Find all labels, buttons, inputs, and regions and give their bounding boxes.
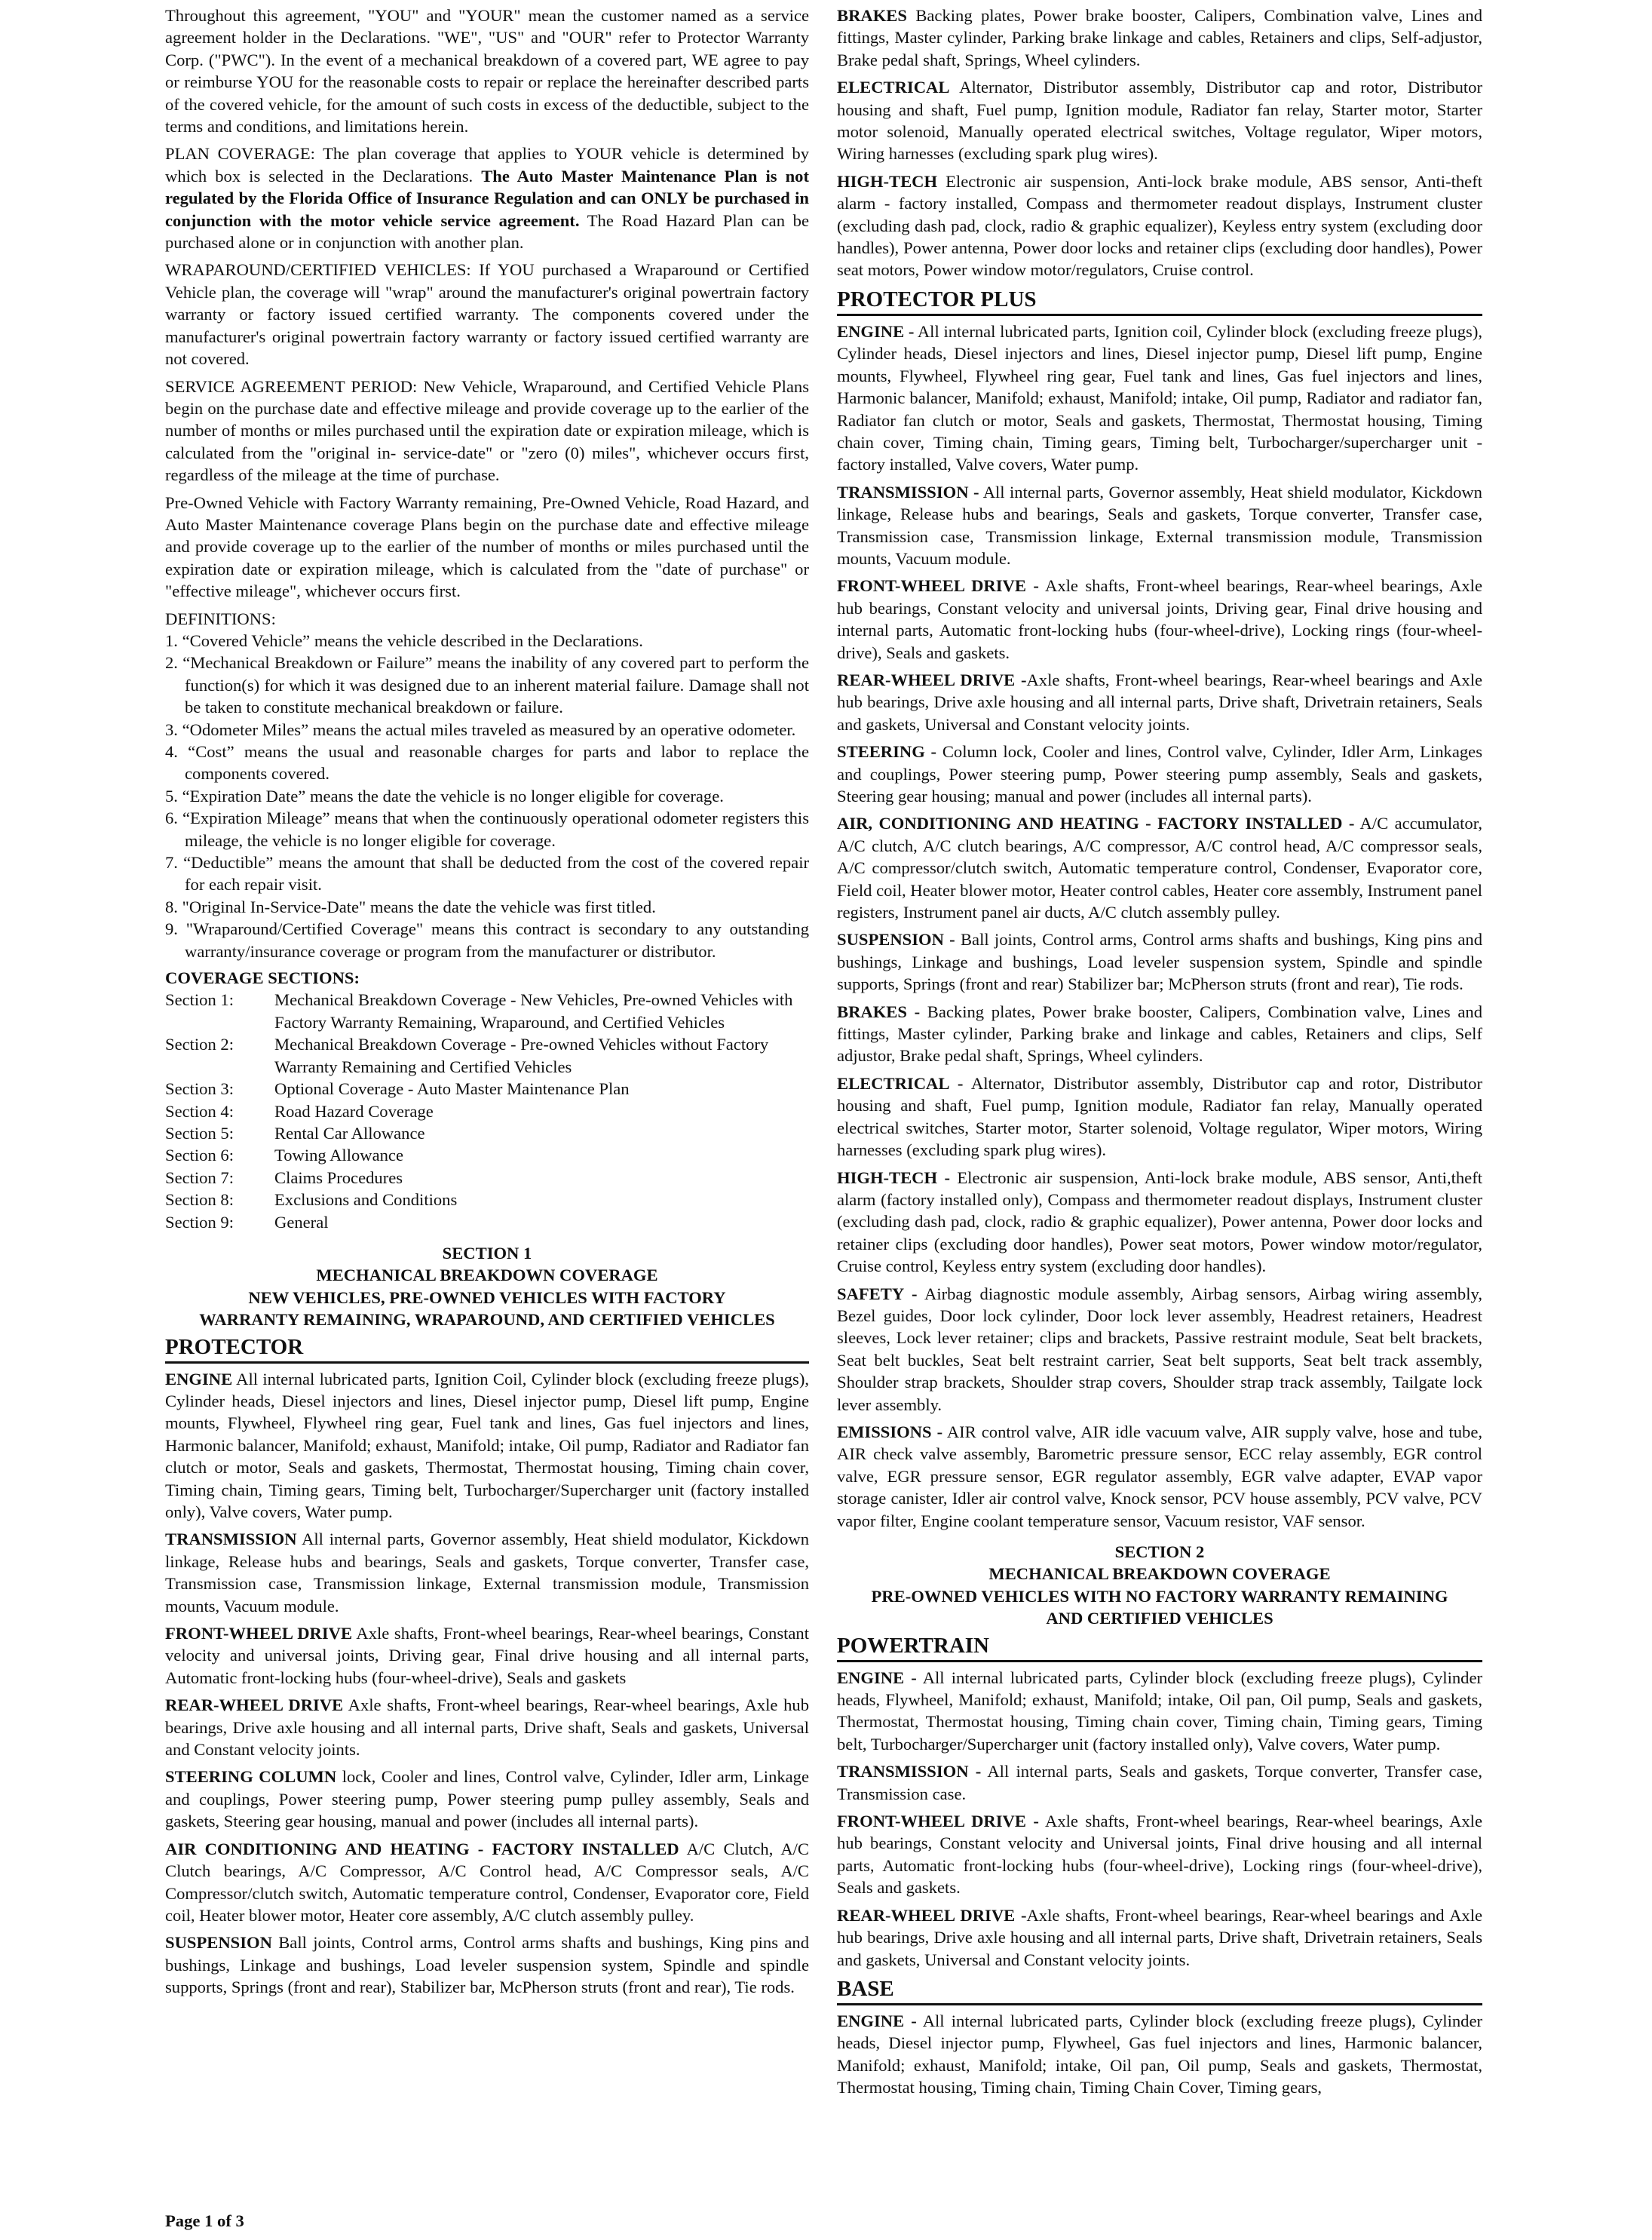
- coverage-item-label: STEERING -: [837, 742, 937, 762]
- coverage-item: [837, 1667, 1482, 1756]
- coverage-item: [165, 1622, 809, 1689]
- coverage-item: [165, 1932, 809, 1998]
- coverage-item-label: SAFETY -: [837, 1284, 918, 1303]
- section-title-line: MECHANICAL BREAKDOWN COVERAGE: [988, 1564, 1331, 1584]
- coverage-item-label: REAR-WHEEL DRIVE: [165, 1695, 344, 1715]
- section-number: Section 4:: [165, 1101, 234, 1121]
- section-number: Section 9:: [165, 1212, 234, 1232]
- coverage-item-text: Axle shafts, Front-wheel bearings, Rear-wheel bearings and Axle hub bearings, Drive axle housing and all internal parts, Drive shaft, Drivetrain retainers, Seals and gaskets, Universal and Constant velocity joints.: [837, 670, 1482, 734]
- coverage-item-text: All internal lubricated parts, Cylinder block (excluding freeze plugs), Cylinder heads, Flywheel, Manifold; exhaust, Manifold; intake, Oil pan, Oil pump, Seals and gaskets, Thermostat, Thermostat housing, Timing chain cover, Timing chain, Timing gears, Timing belt, Turbocharger/Supercharger unit (factory installed only), Valve covers, Water pump.: [837, 1668, 1482, 1754]
- coverage-item: [837, 76, 1482, 165]
- definition-item: 5. “Expiration Date” means the date the vehicle is no longer eligible for coverage.: [165, 786, 724, 805]
- coverage-item: [837, 1810, 1482, 1899]
- coverage-item: [837, 321, 1482, 476]
- coverage-item: [837, 1072, 1482, 1161]
- section-title-line: NEW VEHICLES, PRE-OWNED VEHICLES WITH FACTORY: [248, 1287, 726, 1307]
- definition-item: 3. “Odometer Miles” means the actual miles traveled as measured by an operative odometer.: [165, 720, 796, 739]
- coverage-item-label: ENGINE -: [837, 1668, 917, 1687]
- section-description: Exclusions and Conditions: [274, 1190, 458, 1210]
- coverage-item-label: ENGINE -: [837, 321, 915, 341]
- preowned-paragraph: Pre-Owned Vehicle with Factory Warranty remaining, Pre-Owned Vehicle, Road Hazard, and Auto Master Maintenance coverage Plans begin on the purchase date and effective mileage and provide coverage up to the earlier of the number of months or miles purchased until the expiration date or expiration mileage, which is calculated from the "date of purchase" or "effective mileage", whichever occurs first.: [165, 492, 809, 601]
- coverage-item-label: BRAKES -: [837, 1002, 921, 1021]
- coverage-item: [165, 1368, 809, 1524]
- coverage-item-label: REAR-WHEEL DRIVE -: [837, 670, 1027, 689]
- coverage-item: [837, 5, 1482, 71]
- coverage-item: [837, 1283, 1482, 1416]
- section-description: Towing Allowance: [274, 1146, 403, 1165]
- coverage-item-text: Column lock, Cooler and lines, Control valve, Cylinder, Idler Arm, Linkages and couplings, Power steering pump, Power steering pump assembly, Seals and gaskets, Steering gear housing; manual and power (includes all internal parts).: [837, 742, 1483, 805]
- protector-plus-heading: PROTECTOR PLUS: [837, 287, 1482, 316]
- service-period-paragraph: SERVICE AGREEMENT PERIOD: New Vehicle, Wraparound, and Certified Vehicle Plans begin on the purchase date and effective mileage and provide coverage up to the earlier of the number of months or miles purchased until the expiration date or expiration mileage, which is calculated from the "original in- service-date" or "zero (0) miles", whichever occurs first, regardless of the mileage at the time of purchase.: [165, 376, 809, 485]
- plan-coverage-text: PLAN COVERAGE: The plan coverage that applies to YOUR vehicle is determined by which box is selected in the Declarations.: [165, 144, 809, 186]
- coverage-item-label: TRANSMISSION -: [837, 1762, 982, 1781]
- section-title-line: MECHANICAL BREAKDOWN COVERAGE: [316, 1266, 658, 1285]
- coverage-item-text: AIR control valve, AIR idle vacuum valve, AIR supply valve, hose and tube, AIR check valve assembly, Barometric pressure sensor, ECC relay assembly, EGR control valve, EGR pressure sensor, EGR regulator assembly, EGR valve adapter, EVAP vapor storage canister, Idler air control valve, Knock sensor, PCV house assembly, PCV valve, PCV vapor filter, Engine coolant temperature sensor, Vacuum resistor, VAF sensor.: [837, 1422, 1482, 1530]
- coverage-item-label: SUSPENSION -: [837, 930, 955, 950]
- section-description: Optional Coverage - Auto Master Maintenance Plan: [274, 1079, 630, 1099]
- coverage-item-text: Ball joints, Control arms, Control arms shafts and bushings, King pins and bushings, Linkage and bushings, Load leveler suspension system, Spindle and spindle supports, Springs (front and rear), Stabilizer bar, McPherson struts (front and rear), Tie rods.: [165, 1933, 809, 1997]
- coverage-sections-heading: COVERAGE SECTIONS:: [165, 968, 360, 988]
- definition-item: 7. “Deductible” means the amount that shall be deducted from the cost of the covered repair for each repair visit.: [165, 853, 809, 894]
- definition-item: 9. "Wraparound/Certified Coverage" means this contract is secondary to any outstanding warranty/insurance coverage or program from the manufacturer or distributor.: [165, 919, 809, 961]
- coverage-item-label: TRANSMISSION: [165, 1530, 297, 1549]
- section-title-line: SECTION 1: [442, 1243, 532, 1263]
- coverage-item: [165, 1694, 809, 1760]
- coverage-item-text: Ball joints, Control arms, Control arms shafts and bushings, King pins and bushings, Linkage and bushings, Load leveler suspension system, Spindle and spindle supports, Springs (front and rear) Stabilizer bar; McPherson struts (front and rear), Tie rods.: [837, 930, 1482, 994]
- coverage-item: [837, 481, 1482, 570]
- coverage-item-label: SUSPENSION: [165, 1933, 272, 1953]
- coverage-item-label: ENGINE -: [837, 2011, 917, 2030]
- coverage-item-text: Alternator, Distributor assembly, Distributor cap and rotor, Distributor housing and shaft, Fuel pump, Ignition module, Radiator fan relay, Manually operated electrical switches, Starter motor, Starter solenoid, Voltage regulator, Wiper motors, Wiring harnesses (excluding spark plug wires).: [837, 1073, 1482, 1160]
- section-number: Section 6:: [165, 1146, 234, 1165]
- definitions-list: [165, 630, 809, 962]
- coverage-item-label: STEERING COLUMN: [165, 1767, 337, 1787]
- section-description: Mechanical Breakdown Coverage - Pre-owned Vehicles without Factory Warranty Remaining and Certified Vehicles: [274, 1035, 769, 1076]
- coverage-item-text: Axle shafts, Front-wheel bearings, Rear-wheel bearings, Axle hub bearings, Drive axle housing and all internal parts, Drive shaft, Seals and gaskets, Universal and Constant velocity joints.: [165, 1695, 809, 1760]
- section-description: General: [274, 1212, 329, 1232]
- section-number: Section 5:: [165, 1123, 234, 1143]
- coverage-item-text: All internal parts, Governor assembly, Heat shield modulator, Kickdown linkage, Release hubs and bearings, Seals and gaskets, Torque converter, Transfer case, Transmission case, Transmission linkage, External transmission module, Transmission mounts, Vacuum module.: [837, 482, 1482, 568]
- plan-coverage-text-2: The Road Hazard Plan can be purchased alone or in conjunction with another plan.: [165, 210, 810, 253]
- coverage-item-text: All internal lubricated parts, Cylinder block (excluding freeze plugs), Cylinder heads, Diesel injector pump, Flywheel, Gas fuel injectors and lines, Harmonic balancer, Manifold; exhaust, Manifold; intake, Oil pan, Oil pump, Seals and gaskets, Thermostat, Thermostat housing, Timing chain, Timing Chain Cover, Timing gears,: [837, 2011, 1482, 2097]
- section-number: Section 3:: [165, 1079, 234, 1099]
- coverage-item: [837, 1904, 1482, 1971]
- right-column: [837, 5, 1482, 2104]
- section-title-line: WARRANTY REMAINING, WRAPAROUND, AND CERTIFIED VEHICLES: [199, 1310, 775, 1330]
- coverage-item: [165, 1838, 809, 1927]
- definitions-heading: DEFINITIONS:: [165, 609, 276, 628]
- section-title-line: SECTION 2: [1114, 1542, 1205, 1561]
- protector-heading: PROTECTOR: [165, 1334, 809, 1364]
- coverage-item: [837, 1167, 1482, 1278]
- coverage-item-label: EMISSIONS -: [837, 1422, 943, 1441]
- coverage-item: [837, 2010, 1482, 2099]
- section-number: Section 2:: [165, 1035, 234, 1054]
- wraparound-paragraph: WRAPAROUND/CERTIFIED VEHICLES: If YOU purchased a Wraparound or Certified Vehicle plan, the coverage will "wrap" around the manufacturer's original powertrain factory warranty or factory issued certified warranty. The components covered under the manufacturer's original powertrain factory warranty or factory issued certified warranty are not covered.: [165, 260, 809, 369]
- coverage-item-text: Axle shafts, Front-wheel bearings, Rear-wheel bearings, Axle hub bearings, Constant velocity and Universal joints, Final drive housing and all internal parts, Automatic front-locking hubs (four-wheel-drive), Locking rings (four-wheel-drive), Seals and gaskets.: [837, 1812, 1482, 1898]
- section-description: Claims Procedures: [274, 1168, 403, 1187]
- coverage-item: [837, 741, 1482, 807]
- coverage-sections-table: [165, 989, 809, 1232]
- section2-title: [837, 1541, 1482, 1630]
- section-title-line: PRE-OWNED VEHICLES WITH NO FACTORY WARRANTY REMAINING: [871, 1586, 1448, 1606]
- section-title-line: AND CERTIFIED VEHICLES: [1046, 1609, 1273, 1628]
- coverage-item: [837, 928, 1482, 995]
- coverage-item-text: Electronic air suspension, Anti-lock brake module, ABS sensor, Anti,theft alarm (factory installed only), Compass and thermometer readout displays, Instrument cluster (excluding dash pad, clock, radio & graphic equalizer), Power antenna, Power door locks and retainer clips (excluding door handles), Power seat motors, Power window motor/regulator, Cruise control, Keyless entry system (excluding door handles).: [837, 1168, 1482, 1276]
- coverage-item-label: FRONT-WHEEL DRIVE -: [837, 1812, 1039, 1831]
- base-heading: BASE: [837, 1976, 1482, 2005]
- coverage-item: [165, 1528, 809, 1617]
- section1-title: [165, 1242, 809, 1331]
- coverage-item: [837, 1001, 1482, 1067]
- section-number: Section 1:: [165, 990, 234, 1010]
- coverage-item-label: BRAKES: [837, 6, 907, 25]
- coverage-item-label: AIR, CONDITIONING AND HEATING - FACTORY INSTALLED -: [837, 814, 1355, 833]
- definition-item: 8. "Original In-Service-Date" means the date the vehicle was first titled.: [165, 897, 656, 916]
- powertrain-heading: POWERTRAIN: [837, 1633, 1482, 1662]
- section-description: Road Hazard Coverage: [274, 1101, 434, 1121]
- coverage-item-label: ELECTRICAL: [837, 78, 950, 97]
- coverage-item-label: ELECTRICAL -: [837, 1073, 964, 1093]
- coverage-item-text: A/C accumulator, A/C clutch, A/C clutch bearings, A/C compressor, A/C control head, A/C compressor seals, A/C compressor/clutch switch, Automatic temperature control, Condenser, Evaporator core, Field coil, Heater blower motor, Heater control cables, Heater core assembly, Instrument panel registers, Instrument panel air ducts, A/C clutch assembly pulley.: [837, 814, 1482, 922]
- definition-item: 6. “Expiration Mileage” means that when the continuously operational odometer registers this mileage, the vehicle is no longer eligible for coverage.: [165, 809, 809, 850]
- section-description: Mechanical Breakdown Coverage - New Vehicles, Pre-owned Vehicles with Factory Warranty Remaining, Wraparound, and Certified Vehicles: [274, 990, 793, 1032]
- coverage-item-text: Axle shafts, Front-wheel bearings, Rear-wheel bearings, Axle hub bearings, Constant velocity and universal joints, Driving gear, Final drive housing and internal parts, Automatic front-locking hubs (four-wheel-drive), Locking rings (four-wheel-drive), Seals and gaskets.: [837, 576, 1482, 662]
- coverage-item-label: REAR-WHEEL DRIVE -: [837, 1905, 1027, 1925]
- coverage-item-text: A/C Clutch, A/C Clutch bearings, A/C Compressor, A/C Control head, A/C Compressor seals, A/C Compressor/clutch switch, Automatic temperature control, Condenser, Evaporator core, Field coil, Heater blower motor, Heater core assembly, A/C clutch assembly pulley.: [165, 1839, 809, 1925]
- coverage-item-label: FRONT-WHEEL DRIVE: [165, 1624, 353, 1643]
- coverage-item-label: ENGINE: [165, 1369, 233, 1388]
- coverage-item: [837, 669, 1482, 735]
- coverage-item-text: All internal parts, Governor assembly, Heat shield modulator, Kickdown linkage, Release hubs and bearings, Seals and gaskets, Torque converter, Transfer case, Transmission case, Transmission linkage, External transmission module, Transmission mounts, Vacuum module.: [165, 1530, 809, 1616]
- left-column: [165, 5, 809, 2004]
- coverage-item-label: FRONT-WHEEL DRIVE -: [837, 576, 1039, 596]
- coverage-item-text: All internal lubricated parts, Ignition Coil, Cylinder block (excluding freeze plugs), Cylinder heads, Diesel injectors and lines, Diesel injector pump, Diesel lift pump, Engine mounts, Flywheel, Flywheel ring gear, Fuel tank and lines, Gas fuel injectors and lines, Harmonic balancer, Manifold; exhaust, Manifold; intake, Oil pump, Radiator and Radiator fan clutch or motor, Seals and gaskets, Thermostat, Thermostat housing, Timing chain cover, Timing chain, Timing gears, Timing belt, Turbocharger/Supercharger unit (factory installed only), Valve covers, Water pump.: [165, 1369, 809, 1521]
- coverage-item: [837, 812, 1482, 923]
- coverage-item-label: AIR CONDITIONING AND HEATING - FACTORY INSTALLED: [165, 1839, 679, 1858]
- coverage-item-text: All internal parts, Seals and gaskets, Torque converter, Transfer case, Transmission case.: [837, 1762, 1482, 1803]
- coverage-item-text: Backing plates, Power brake booster, Calipers, Combination valve, Lines and fittings, Master cylinder, Parking brake and linkage and cables, Retainers and clips, Self adjustor, Brake pedal shaft, Springs, Wheel cylinders.: [837, 1002, 1482, 1066]
- coverage-item-label: TRANSMISSION -: [837, 482, 979, 502]
- coverage-item: [837, 575, 1482, 664]
- intro-paragraph: Throughout this agreement, "YOU" and "YOUR" mean the customer named as a service agreement holder in the Declarations. "WE", "US" and "OUR" refer to Protector Warranty Corp. ("PWC"). In the event of a mechanical breakdown of a covered part, WE agree to pay or reimburse YOU for the reasonable costs to repair or replace the hereinafter described parts of the covered vehicle, for the amount of such costs in excess of the deductible, subject to the terms and conditions, and limitations herein.: [165, 6, 809, 137]
- coverage-item-text: Airbag diagnostic module assembly, Airbag sensors, Airbag wiring assembly, Bezel guides, Door lock cylinder, Door lock lever assembly, Headrest retainers, Headrest sleeves, Lock lever retainer; clips and brackets, Passive restraint module, Seat belt brackets, Seat belt buckles, Seat belt restraint carrier, Seat belt supports, Seat belt track assembly, Shoulder strap brackets, Shoulder strap covers, Shoulder strap track assembly, Tailgate lock lever assembly.: [837, 1284, 1482, 1414]
- section-description: Rental Car Allowance: [274, 1123, 425, 1143]
- page-number: Page 1 of 3: [165, 2211, 244, 2230]
- definition-item: 2. “Mechanical Breakdown or Failure” means the inability of any covered part to perform the function(s) for which it was designed due to an inherent material failure. Damage shall not be taken to constitute mechanical breakdown or failure.: [165, 653, 809, 717]
- plan-coverage-bold: The Auto Master Maintenance Plan is not regulated by the Florida Office of Insurance Regulation and can ONLY be purchased in conjunction with the motor vehicle service agreement.: [165, 166, 810, 230]
- coverage-item: [837, 170, 1482, 281]
- coverage-item-text: All internal lubricated parts, Ignition coil, Cylinder block (excluding freeze plugs), Cylinder heads, Diesel injectors and lines, Diesel injector pump, Diesel lift pump, Engine mounts, Flywheel, Flywheel ring gear, Fuel tank and lines, Gas fuel injectors and lines, Harmonic balancer, Manifold; exhaust, Manifold; intake, Oil pump, Radiator and radiator fan, Radiator fan clutch or motor, Seals and gaskets, Thermostat, Thermostat housing, Timing chain cover, Timing chain, Timing gears, Timing belt, Turbocharger/supercharger unit - factory installed, Valve covers, Water pump.: [837, 321, 1483, 474]
- coverage-item-text: Electronic air suspension, Anti-lock brake module, ABS sensor, Anti-theft alarm - factory installed, Compass and thermometer readout displays, Instrument cluster (excluding dash pad, clock, radio & graphic equalizer), Keyless entry system (excluding door handles), Power antenna, Power door locks and retainer clips (excluding door handles), Power seat motors, Power window motor/regulators, Cruise control.: [837, 171, 1482, 280]
- definition-item: 4. “Cost” means the usual and reasonable charges for parts and labor to replace the components covered.: [165, 742, 809, 784]
- coverage-item: [837, 1421, 1482, 1532]
- plan-coverage-paragraph: [165, 143, 809, 253]
- coverage-item-label: HIGH-TECH: [837, 171, 938, 191]
- section-number: Section 7:: [165, 1168, 234, 1187]
- coverage-item: [837, 1760, 1482, 1805]
- coverage-item: [165, 1766, 809, 1832]
- section-number: Section 8:: [165, 1190, 234, 1210]
- coverage-item-text: lock, Cooler and lines, Control valve, Cylinder, Idler arm, Linkage and couplings, Power steering pump, Power steering pump pulley assembly, Seals and gaskets, Steering gear housing, manual and power (includes all internal parts).: [165, 1767, 810, 1831]
- definition-item: 1. “Covered Vehicle” means the vehicle described in the Declarations.: [165, 631, 643, 650]
- coverage-item-text: Backing plates, Power brake booster, Calipers, Combination valve, Lines and fittings, Master cylinder, Parking brake linkage and cables, Retainers and clips, Self-adjustor, Brake pedal shaft, Springs, Wheel cylinders.: [837, 6, 1482, 69]
- coverage-item-label: HIGH-TECH -: [837, 1168, 950, 1187]
- coverage-item-text: Axle shafts, Front-wheel bearings, Rear-wheel bearings and Axle hub bearings, Drive axle housing and all internal parts, Drive shaft, Drivetrain retainers, Seals and gaskets, Universal and Constant velocity joints.: [837, 1905, 1482, 1969]
- coverage-item-text: Alternator, Distributor assembly, Distributor cap and rotor, Distributor housing and shaft, Fuel pump, Ignition module, Radiator fan relay, Starter motor, Starter motor solenoid, Manually operated electrical switches, Voltage regulator, Wiper motors, Wiring harnesses (excluding spark plug wires).: [837, 78, 1482, 164]
- coverage-item-text: Axle shafts, Front-wheel bearings, Rear-wheel bearings, Constant velocity and universal joints, Driving gear, Final drive housing and all internal parts, Automatic front-locking hubs (four-wheel-drive), Seals and gaskets: [165, 1624, 809, 1687]
